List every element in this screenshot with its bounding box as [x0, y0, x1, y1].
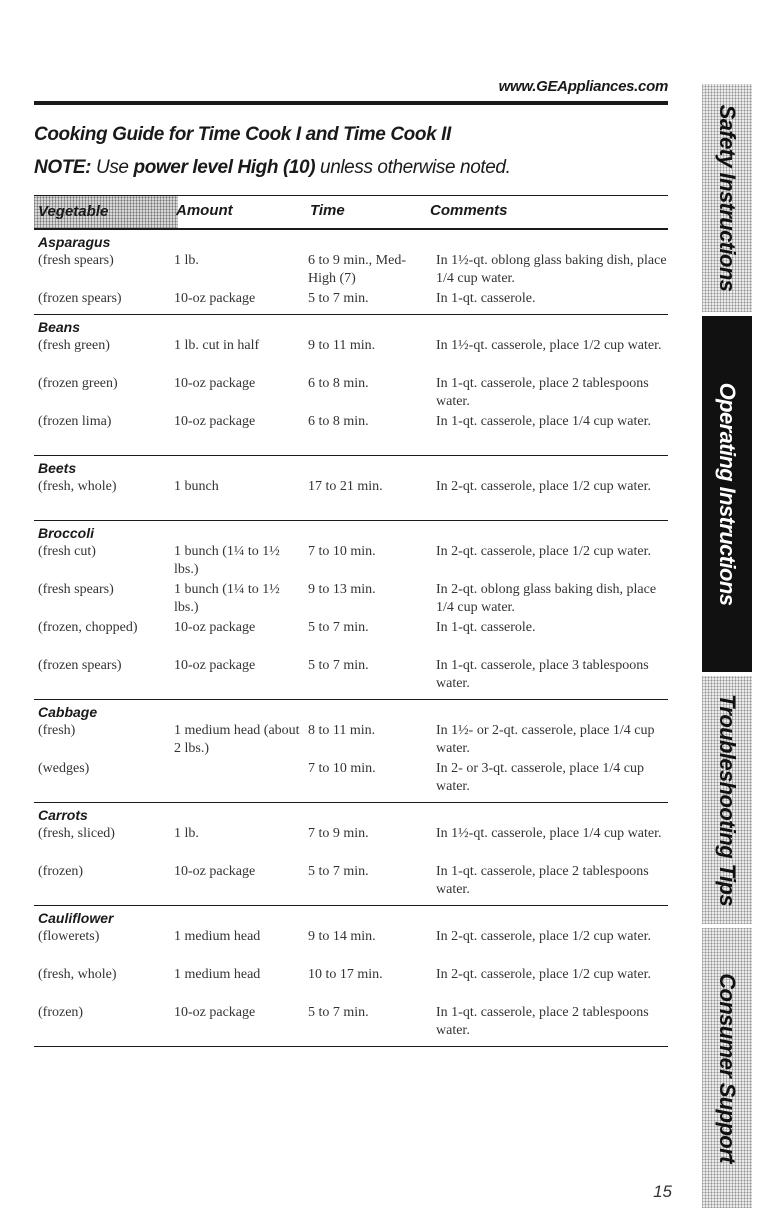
- cell-time: 10 to 17 min.: [308, 967, 383, 982]
- cell-vegetable: (fresh, sliced): [38, 826, 115, 841]
- cell-comments: In 1½-qt. casserole, place 1/4 cup water.: [436, 826, 662, 841]
- table-row: [34, 1004, 668, 1042]
- cell-comments: In 1-qt. casserole, place 2 tablespoons water.: [436, 1005, 649, 1038]
- section-tabs: [702, 84, 752, 1208]
- cell-time: 9 to 14 min.: [308, 929, 376, 944]
- cell-time: 6 to 9 min., Med-High (7): [308, 253, 406, 286]
- note-post: unless otherwise noted.: [320, 157, 511, 178]
- note-emphasis: power level High (10): [133, 157, 316, 178]
- cell-vegetable: (fresh spears): [38, 253, 114, 268]
- tab-label: Safety Instructions: [715, 104, 740, 292]
- header-rule: [34, 101, 668, 105]
- table-row: [34, 928, 668, 966]
- tab-safety-instructions[interactable]: [702, 84, 752, 312]
- cell-vegetable: (fresh spears): [38, 582, 114, 597]
- cell-comments: In 1-qt. casserole.: [436, 620, 536, 635]
- cell-comments: In 1½-qt. casserole, place 1/2 cup water.: [436, 338, 662, 353]
- tab-troubleshooting-tips[interactable]: [702, 676, 752, 924]
- header-vegetable: Vegetable: [34, 196, 178, 228]
- cell-comments: In 1-qt. casserole, place 1/4 cup water.: [436, 414, 651, 429]
- cell-comments: In 2- or 3-qt. casserole, place 1/4 cup water.: [436, 761, 644, 794]
- cell-comments: In 1-qt. casserole, place 2 tablespoons water.: [436, 864, 649, 897]
- cell-amount: 10-oz package: [174, 291, 256, 306]
- cell-vegetable: (frozen spears): [38, 658, 122, 673]
- cell-comments: In 2-qt. oblong glass baking dish, place 1/4 cup water.: [436, 582, 657, 615]
- table-row: [34, 760, 668, 798]
- vegetable-name: Beans: [38, 319, 81, 335]
- cell-vegetable: (frozen): [38, 1005, 84, 1020]
- table-header: [34, 196, 668, 228]
- cell-comments: In 2-qt. casserole, place 1/2 cup water.: [436, 929, 651, 944]
- table-row: [34, 290, 668, 310]
- table-row: [34, 375, 668, 413]
- cell-time: 7 to 10 min.: [308, 544, 376, 559]
- cell-vegetable: (frozen, chopped): [38, 620, 138, 635]
- tab-label: Troubleshooting Tips: [715, 693, 740, 907]
- cell-vegetable: (fresh, whole): [38, 967, 117, 982]
- cell-vegetable: (fresh, whole): [38, 479, 117, 494]
- cell-amount: 1 medium head: [174, 929, 261, 944]
- vegetable-name: Beets: [38, 460, 77, 476]
- vegetable-group: [34, 456, 668, 521]
- cell-vegetable: (flowerets): [38, 929, 100, 944]
- cell-vegetable: (fresh): [38, 723, 76, 738]
- cell-amount: 1 bunch (1¼ to 1½ lbs.): [174, 582, 280, 615]
- tab-label: Consumer Support: [715, 973, 740, 1163]
- cell-time: 8 to 11 min.: [308, 723, 376, 738]
- table-row: [34, 543, 668, 581]
- website-url: www.GEAppliances.com: [498, 78, 668, 95]
- table-row: [34, 619, 668, 657]
- header-time: Time: [310, 202, 345, 219]
- cell-amount: 1 medium head: [174, 967, 261, 982]
- cell-vegetable: (frozen green): [38, 376, 118, 391]
- vegetable-name: Carrots: [38, 807, 88, 823]
- cell-comments: In 1-qt. casserole.: [436, 291, 536, 306]
- vegetable-name: Cauliflower: [38, 910, 114, 926]
- table-row: [34, 413, 668, 451]
- cell-amount: 1 bunch: [174, 479, 219, 494]
- vegetable-group: [34, 315, 668, 456]
- cell-amount: 1 lb.: [174, 826, 199, 841]
- cell-vegetable: (frozen lima): [38, 414, 112, 429]
- vegetable-group: [34, 803, 668, 906]
- cell-time: 6 to 8 min.: [308, 376, 369, 391]
- vegetable-group: [34, 700, 668, 803]
- cell-time: 6 to 8 min.: [308, 414, 369, 429]
- cell-time: 7 to 9 min.: [308, 826, 369, 841]
- power-level-note: [34, 157, 510, 179]
- cell-time: 5 to 7 min.: [308, 864, 369, 879]
- table-row: [34, 337, 668, 375]
- cell-vegetable: (fresh green): [38, 338, 110, 353]
- cell-amount: 10-oz package: [174, 620, 256, 635]
- cell-comments: In 2-qt. casserole, place 1/2 cup water.: [436, 479, 651, 494]
- cell-comments: In 2-qt. casserole, place 1/2 cup water.: [436, 967, 651, 982]
- vegetable-group: [34, 521, 668, 700]
- note-label: NOTE:: [34, 157, 92, 178]
- table-row: [34, 478, 668, 516]
- cell-amount: 1 bunch (1¼ to 1½ lbs.): [174, 544, 280, 577]
- cell-time: 5 to 7 min.: [308, 1005, 369, 1020]
- cell-comments: In 1½- or 2-qt. casserole, place 1/4 cup water.: [436, 723, 655, 756]
- cell-amount: 1 medium head (about 2 lbs.): [174, 723, 300, 756]
- cell-time: 7 to 10 min.: [308, 761, 376, 776]
- cell-time: 5 to 7 min.: [308, 291, 369, 306]
- cell-amount: 1 lb.: [174, 253, 199, 268]
- cell-vegetable: (wedges): [38, 761, 90, 776]
- cell-vegetable: (frozen spears): [38, 291, 122, 306]
- cooking-guide-table: [34, 230, 668, 1047]
- vegetable-name: Broccoli: [38, 525, 95, 541]
- header-comments: Comments: [430, 202, 508, 219]
- cell-comments: In 1-qt. casserole, place 2 tablespoons water.: [436, 376, 649, 409]
- tab-operating-instructions[interactable]: [702, 316, 752, 672]
- cell-vegetable: (fresh cut): [38, 544, 96, 559]
- tab-label: Operating Instructions: [715, 382, 740, 606]
- cell-comments: In 2-qt. casserole, place 1/2 cup water.: [436, 544, 651, 559]
- cell-vegetable: (frozen): [38, 864, 84, 879]
- table-row: [34, 825, 668, 863]
- cell-time: 9 to 13 min.: [308, 582, 376, 597]
- cell-comments: In 1-qt. casserole, place 3 tablespoons water.: [436, 658, 649, 691]
- table-row: [34, 252, 668, 290]
- table-row: [34, 657, 668, 695]
- cell-time: 17 to 21 min.: [308, 479, 383, 494]
- vegetable-name: Asparagus: [38, 234, 111, 250]
- cell-amount: 10-oz package: [174, 414, 256, 429]
- table-row: [34, 966, 668, 1004]
- table-row: [34, 722, 668, 760]
- cell-amount: 10-oz package: [174, 376, 256, 391]
- vegetable-group: [34, 906, 668, 1047]
- page-title: Cooking Guide for Time Cook I and Time Cook II: [34, 124, 451, 145]
- cell-comments: In 1½-qt. oblong glass baking dish, place 1/4 cup water.: [436, 253, 667, 286]
- header-amount: Amount: [176, 202, 233, 219]
- vegetable-name: Cabbage: [38, 704, 98, 720]
- note-pre: Use: [96, 157, 129, 178]
- cell-amount: 10-oz package: [174, 864, 256, 879]
- page-number: 15: [653, 1182, 672, 1201]
- cell-amount: 1 lb. cut in half: [174, 338, 260, 353]
- tab-consumer-support[interactable]: [702, 928, 752, 1208]
- cell-time: 5 to 7 min.: [308, 658, 369, 673]
- table-row: [34, 581, 668, 619]
- cell-amount: 10-oz package: [174, 1005, 256, 1020]
- cell-amount: 10-oz package: [174, 658, 256, 673]
- cell-time: 5 to 7 min.: [308, 620, 369, 635]
- cell-time: 9 to 11 min.: [308, 338, 376, 353]
- vegetable-group: [34, 230, 668, 315]
- table-row: [34, 863, 668, 901]
